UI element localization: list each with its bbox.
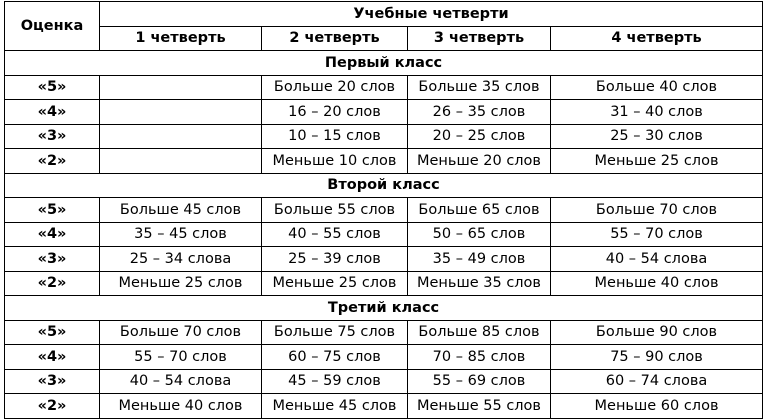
norm-cell-q1 — [100, 100, 262, 125]
norm-cell-q3: 35 – 49 слов — [408, 247, 551, 272]
norm-cell-q2: 25 – 39 слов — [262, 247, 408, 272]
table-header — [5, 2, 763, 51]
table-row — [5, 100, 763, 125]
quarter-header-3: 3 четверть — [408, 26, 551, 51]
norm-cell-q4: 25 – 30 слов — [551, 124, 763, 149]
grade-cell: «3» — [5, 247, 100, 272]
grade-cell: «2» — [5, 271, 100, 296]
table-row — [5, 124, 763, 149]
grade-cell: «2» — [5, 394, 100, 419]
quarter-header-2: 2 четверть — [262, 26, 408, 51]
table-row — [5, 345, 763, 370]
grade-column-header: Оценка — [5, 2, 100, 51]
norm-cell-q1: Меньше 25 слов — [100, 271, 262, 296]
header-row-top — [5, 2, 763, 27]
norm-cell-q4: Больше 40 слов — [551, 75, 763, 100]
norm-cell-q1: 35 – 45 слов — [100, 222, 262, 247]
table-row — [5, 75, 763, 100]
norm-cell-q1: Меньше 40 слов — [100, 394, 262, 419]
table-row — [5, 222, 763, 247]
table-row — [5, 247, 763, 272]
norm-cell-q2: 16 – 20 слов — [262, 100, 408, 125]
table-row — [5, 149, 763, 174]
norm-cell-q2: Меньше 25 слов — [262, 271, 408, 296]
norm-cell-q4: Меньше 40 слов — [551, 271, 763, 296]
norm-cell-q2: 45 – 59 слов — [262, 369, 408, 394]
norm-cell-q2: Больше 75 слов — [262, 320, 408, 345]
norm-cell-q1: 40 – 54 слова — [100, 369, 262, 394]
norm-cell-q2: 10 – 15 слов — [262, 124, 408, 149]
grade-cell: «5» — [5, 198, 100, 223]
norm-cell-q4: 75 – 90 слов — [551, 345, 763, 370]
norm-cell-q4: Меньше 60 слов — [551, 394, 763, 419]
norm-cell-q2: Больше 20 слов — [262, 75, 408, 100]
quarter-header-1: 1 четверть — [100, 26, 262, 51]
norm-cell-q3: 50 – 65 слов — [408, 222, 551, 247]
norm-cell-q3: Больше 35 слов — [408, 75, 551, 100]
norm-cell-q2: 60 – 75 слов — [262, 345, 408, 370]
norm-cell-q2: 40 – 55 слов — [262, 222, 408, 247]
norm-cell-q1: Больше 70 слов — [100, 320, 262, 345]
table-row — [5, 271, 763, 296]
grade-cell: «5» — [5, 320, 100, 345]
table-row — [5, 369, 763, 394]
grade-cell: «3» — [5, 369, 100, 394]
section-title-row — [5, 51, 763, 76]
norm-cell-q4: 55 – 70 слов — [551, 222, 763, 247]
table-body — [5, 51, 763, 419]
norm-cell-q3: Меньше 20 слов — [408, 149, 551, 174]
norm-cell-q1 — [100, 149, 262, 174]
norm-cell-q3: Больше 85 слов — [408, 320, 551, 345]
norm-cell-q2: Меньше 10 слов — [262, 149, 408, 174]
norm-cell-q2: Меньше 45 слов — [262, 394, 408, 419]
norm-cell-q1 — [100, 124, 262, 149]
norm-cell-q4: Больше 90 слов — [551, 320, 763, 345]
quarter-header-4: 4 четверть — [551, 26, 763, 51]
norm-cell-q3: 26 – 35 слов — [408, 100, 551, 125]
norm-cell-q2: Больше 55 слов — [262, 198, 408, 223]
table-row — [5, 394, 763, 419]
table-row — [5, 320, 763, 345]
grade-cell: «4» — [5, 345, 100, 370]
norm-cell-q1: 25 – 34 слова — [100, 247, 262, 272]
norm-cell-q1: 55 – 70 слов — [100, 345, 262, 370]
norm-cell-q3: 70 – 85 слов — [408, 345, 551, 370]
section-title: Третий класс — [5, 296, 763, 321]
section-title: Первый класс — [5, 51, 763, 76]
reading-norms-table — [4, 1, 763, 419]
norm-cell-q1 — [100, 75, 262, 100]
norm-cell-q3: Меньше 55 слов — [408, 394, 551, 419]
grade-cell: «5» — [5, 75, 100, 100]
section-title: Второй класс — [5, 173, 763, 198]
grade-cell: «2» — [5, 149, 100, 174]
norm-cell-q1: Больше 45 слов — [100, 198, 262, 223]
norm-cell-q4: Меньше 25 слов — [551, 149, 763, 174]
grade-cell: «3» — [5, 124, 100, 149]
section-title-row — [5, 173, 763, 198]
table-row — [5, 198, 763, 223]
quarters-group-header: Учебные четверти — [100, 2, 763, 27]
section-title-row — [5, 296, 763, 321]
grade-cell: «4» — [5, 222, 100, 247]
header-row-quarters — [5, 26, 763, 51]
norm-cell-q3: Меньше 35 слов — [408, 271, 551, 296]
norm-cell-q3: 20 – 25 слов — [408, 124, 551, 149]
grade-cell: «4» — [5, 100, 100, 125]
norm-cell-q4: 31 – 40 слов — [551, 100, 763, 125]
norm-cell-q3: Больше 65 слов — [408, 198, 551, 223]
norm-cell-q3: 55 – 69 слов — [408, 369, 551, 394]
norm-cell-q4: 40 – 54 слова — [551, 247, 763, 272]
norm-cell-q4: 60 – 74 слова — [551, 369, 763, 394]
norm-cell-q4: Больше 70 слов — [551, 198, 763, 223]
